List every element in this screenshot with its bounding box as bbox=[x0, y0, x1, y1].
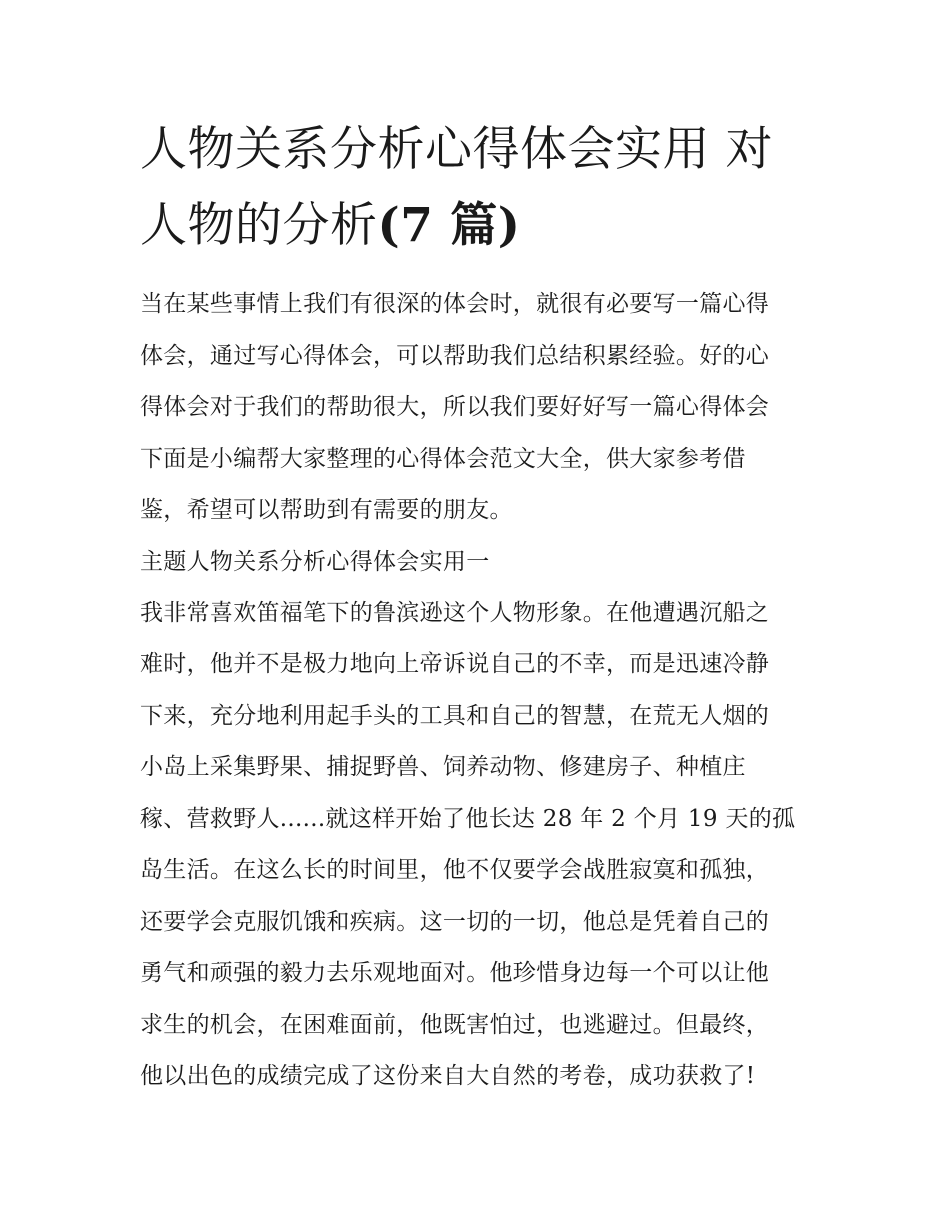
title-line-2 bbox=[140, 188, 820, 264]
section-line: 难时，他并不是极力地向上帝诉说自己的不幸，而是迅速冷静 bbox=[140, 651, 770, 677]
section-line: 稼、营救野人......就这样开始了他长达 28 年 2 个月 19 天的孤 bbox=[140, 805, 796, 832]
intro-line: 下面是小编帮大家整理的心得体会范文大全，供大家参考借 bbox=[140, 445, 746, 472]
title-line-2-prefix: 人物的分析 bbox=[140, 198, 378, 253]
section-line: 我非常喜欢笛福笔下的鲁滨逊这个人物形象。在他遭遇沉船之 bbox=[140, 599, 770, 626]
intro-line: 得体会对于我们的帮助很大，所以我们要好好写一篇心得体会 bbox=[140, 394, 770, 420]
section-line: 下来，充分地利用起手头的工具和自己的智慧，在荒无人烟的 bbox=[140, 702, 770, 729]
document-body bbox=[140, 279, 830, 1103]
section-line: 岛生活。在这么长的时间里，他不仅要学会战胜寂寞和孤独， bbox=[140, 857, 770, 883]
title-line-2-suffix: (7 篇) bbox=[377, 198, 521, 253]
section-line: 他以出色的成绩完成了这份来自大自然的考卷，成功获救了! bbox=[140, 1063, 756, 1089]
intro-line: 体会，通过写心得体会，可以帮助我们总结积累经验。好的心 bbox=[140, 342, 770, 369]
intro-line: 鉴，希望可以帮助到有需要的朋友。 bbox=[140, 497, 513, 523]
section-line: 求生的机会，在困难面前，他既害怕过，也逃避过。但最终， bbox=[140, 1011, 770, 1038]
intro-line: 当在某些事情上我们有很深的体会时，就很有必要写一篇心得 bbox=[140, 291, 770, 317]
section-line: 小岛上采集野果、捕捉野兽、饲养动物、修建房子、种植庄 bbox=[140, 754, 746, 780]
title-line-1: 人物关系分析心得体会实用 对 bbox=[140, 122, 773, 177]
section-heading: 主题人物关系分析心得体会实用一 bbox=[140, 548, 490, 575]
section-line: 勇气和顽强的毅力去乐观地面对。他珍惜身边每一个可以让他 bbox=[140, 960, 770, 986]
document-title bbox=[140, 112, 820, 264]
section-line: 还要学会克服饥饿和疾病。这一切的一切，他总是凭着自己的 bbox=[140, 908, 770, 935]
